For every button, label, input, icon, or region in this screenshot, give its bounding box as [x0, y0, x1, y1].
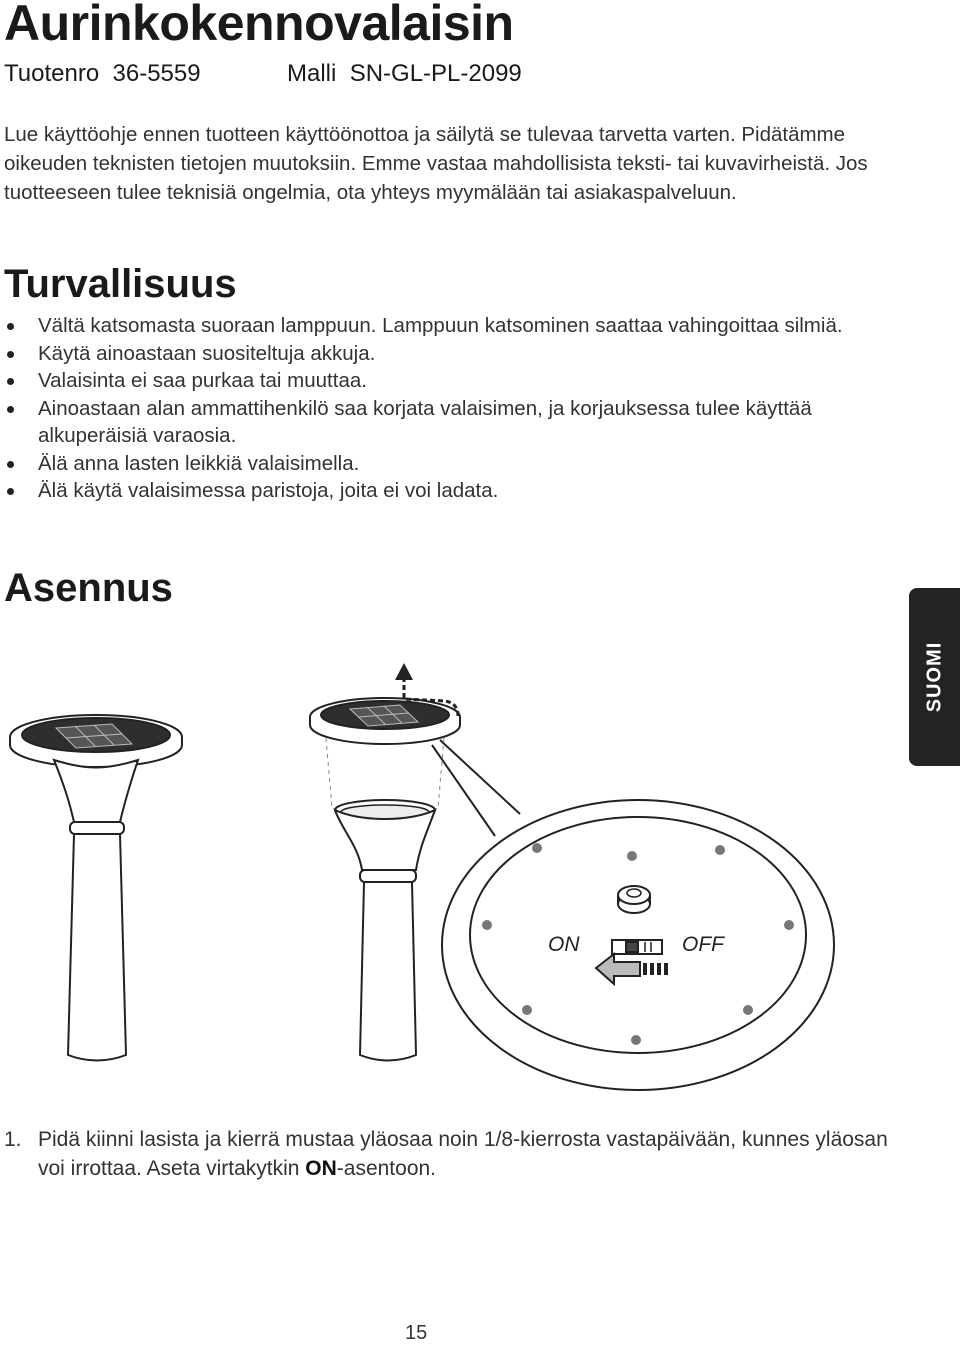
bullet-icon — [7, 351, 14, 358]
language-tab — [909, 588, 960, 766]
installation-step-1 — [4, 1125, 904, 1183]
list-item: Älä anna lasten leikkiä valaisimella. — [4, 450, 904, 478]
bullet-icon — [7, 461, 14, 468]
product-number-value: 36-5559 — [112, 60, 201, 87]
bullet-icon — [7, 378, 14, 385]
product-number — [4, 60, 201, 88]
switch-off-label: OFF — [682, 933, 724, 956]
model-number-label: Malli — [287, 60, 337, 87]
step-text: Pidä kiinni lasista ja kierrä mustaa yläosaa noin 1/8-kierrosta vastapäivään, kunnes yläosan voi irrottaa. Aseta virtakytkin ON-asentoon. — [38, 1128, 888, 1180]
list-item: Älä käytä valaisimessa paristoja, joita ei voi ladata. — [4, 477, 904, 505]
intro-paragraph: Lue käyttöohje ennen tuotteen käyttöönottoa ja säilytä se tulevaa tarvetta varten. Pidätämme oikeuden teknisten tietojen muutoksiin. Emme vastaa mahdollisista teksti- tai kuvavirheistä. Jos tuotteeseen tulee teknisiä ongelmia, ota yhteys myymälään tai asiakaspalveluun. — [4, 123, 868, 204]
switch-on-label: ON — [548, 933, 580, 956]
safety-heading: Turvallisuus — [4, 262, 237, 306]
bullet-icon — [7, 488, 14, 495]
model-number — [287, 60, 522, 88]
list-item: Vältä katsomasta suoraan lamppuun. Lamppuun katsominen saattaa vahingoittaa silmiä. — [4, 312, 904, 340]
bullet-icon — [7, 406, 14, 413]
bullet-icon — [7, 323, 14, 330]
lamp-assembled-figure — [10, 715, 182, 1061]
list-item: Ainoastaan alan ammattihenkilö saa korjata valaisimen, ja korjauksessa tulee käyttää alkuperäisiä varaosia. — [4, 395, 904, 450]
safety-list — [4, 312, 904, 505]
list-item: Valaisinta ei saa purkaa tai muuttaa. — [4, 367, 904, 395]
step-text-bold: ON — [305, 1157, 337, 1180]
model-number-value: SN-GL-PL-2099 — [349, 60, 522, 87]
language-tab-label: SUOMI — [923, 641, 945, 713]
switch-detail-figure — [442, 800, 834, 1090]
installation-illustration — [0, 640, 900, 1110]
list-item: Käytä ainoastaan suositeltuja akkuja. — [4, 340, 904, 368]
page-number: 15 — [405, 1322, 428, 1344]
installation-heading: Asennus — [4, 566, 173, 610]
product-number-label: Tuotenro — [4, 60, 100, 87]
lamp-disassembled-figure — [310, 663, 460, 1061]
step-number: 1. — [4, 1128, 22, 1151]
page-title: Aurinkokennovalaisin — [4, 0, 514, 51]
